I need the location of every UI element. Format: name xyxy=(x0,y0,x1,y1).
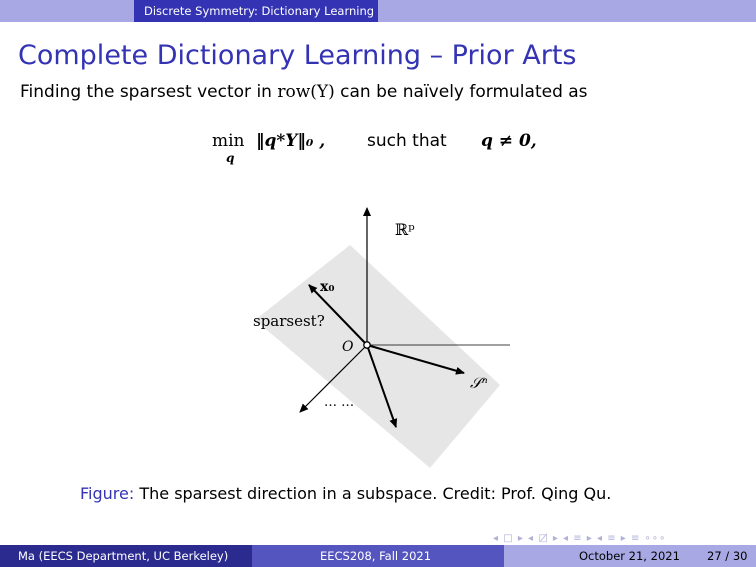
label-sparsest: sparsest? xyxy=(253,312,325,330)
intro-text-before: Finding the sparsest vector in xyxy=(20,82,272,102)
eq-min-subscript: q xyxy=(226,151,235,165)
header-section[interactable] xyxy=(134,0,378,22)
footer-author-box xyxy=(0,545,252,567)
label-sphere: 𝒮ⁿ xyxy=(470,374,488,392)
subspace-plane xyxy=(255,245,500,468)
figure-caption xyxy=(80,484,611,503)
label-origin: O xyxy=(342,339,354,355)
footer-date-box xyxy=(504,545,756,567)
eq-constraint: q ≠ 0, xyxy=(481,131,537,151)
label-dots: … … xyxy=(324,395,355,410)
eq-such-that: such that xyxy=(367,131,447,151)
beamer-navigation[interactable]: ◂ □ ▸ ◂ □̸ ▸ ◂ ≡ ▸ ◂ ≡ ▸ ≡ ∘∘∘ xyxy=(493,533,667,544)
caption-text: The sparsest direction in a subspace. Credit: Prof. Qing Qu. xyxy=(139,484,612,503)
footer-page: 27 / 30 xyxy=(707,549,748,563)
label-space: ℝᵖ xyxy=(395,220,415,239)
origin-point xyxy=(364,342,370,348)
footer-date: October 21, 2021 xyxy=(579,549,680,563)
footer-course-box xyxy=(252,545,504,567)
intro-math: row(Y) xyxy=(277,82,335,102)
header-bar xyxy=(0,0,756,22)
header-section-title: Discrete Symmetry: Dictionary Learning xyxy=(144,4,375,18)
label-x0: x₀ xyxy=(320,279,335,295)
intro-text-after: can be naïvely formulated as xyxy=(340,82,588,102)
slide-title: Complete Dictionary Learning – Prior Arts xyxy=(18,40,577,71)
eq-objective: ‖q*Y‖₀ , xyxy=(256,131,326,151)
footer-course: EECS208, Fall 2021 xyxy=(320,549,432,563)
subspace-figure xyxy=(200,205,530,475)
eq-min: min xyxy=(212,131,245,151)
intro-sentence xyxy=(20,82,588,102)
footer-author: Ma (EECS Department, UC Berkeley) xyxy=(18,549,229,563)
footer-bar xyxy=(0,545,756,567)
caption-label: Figure: xyxy=(80,484,135,503)
